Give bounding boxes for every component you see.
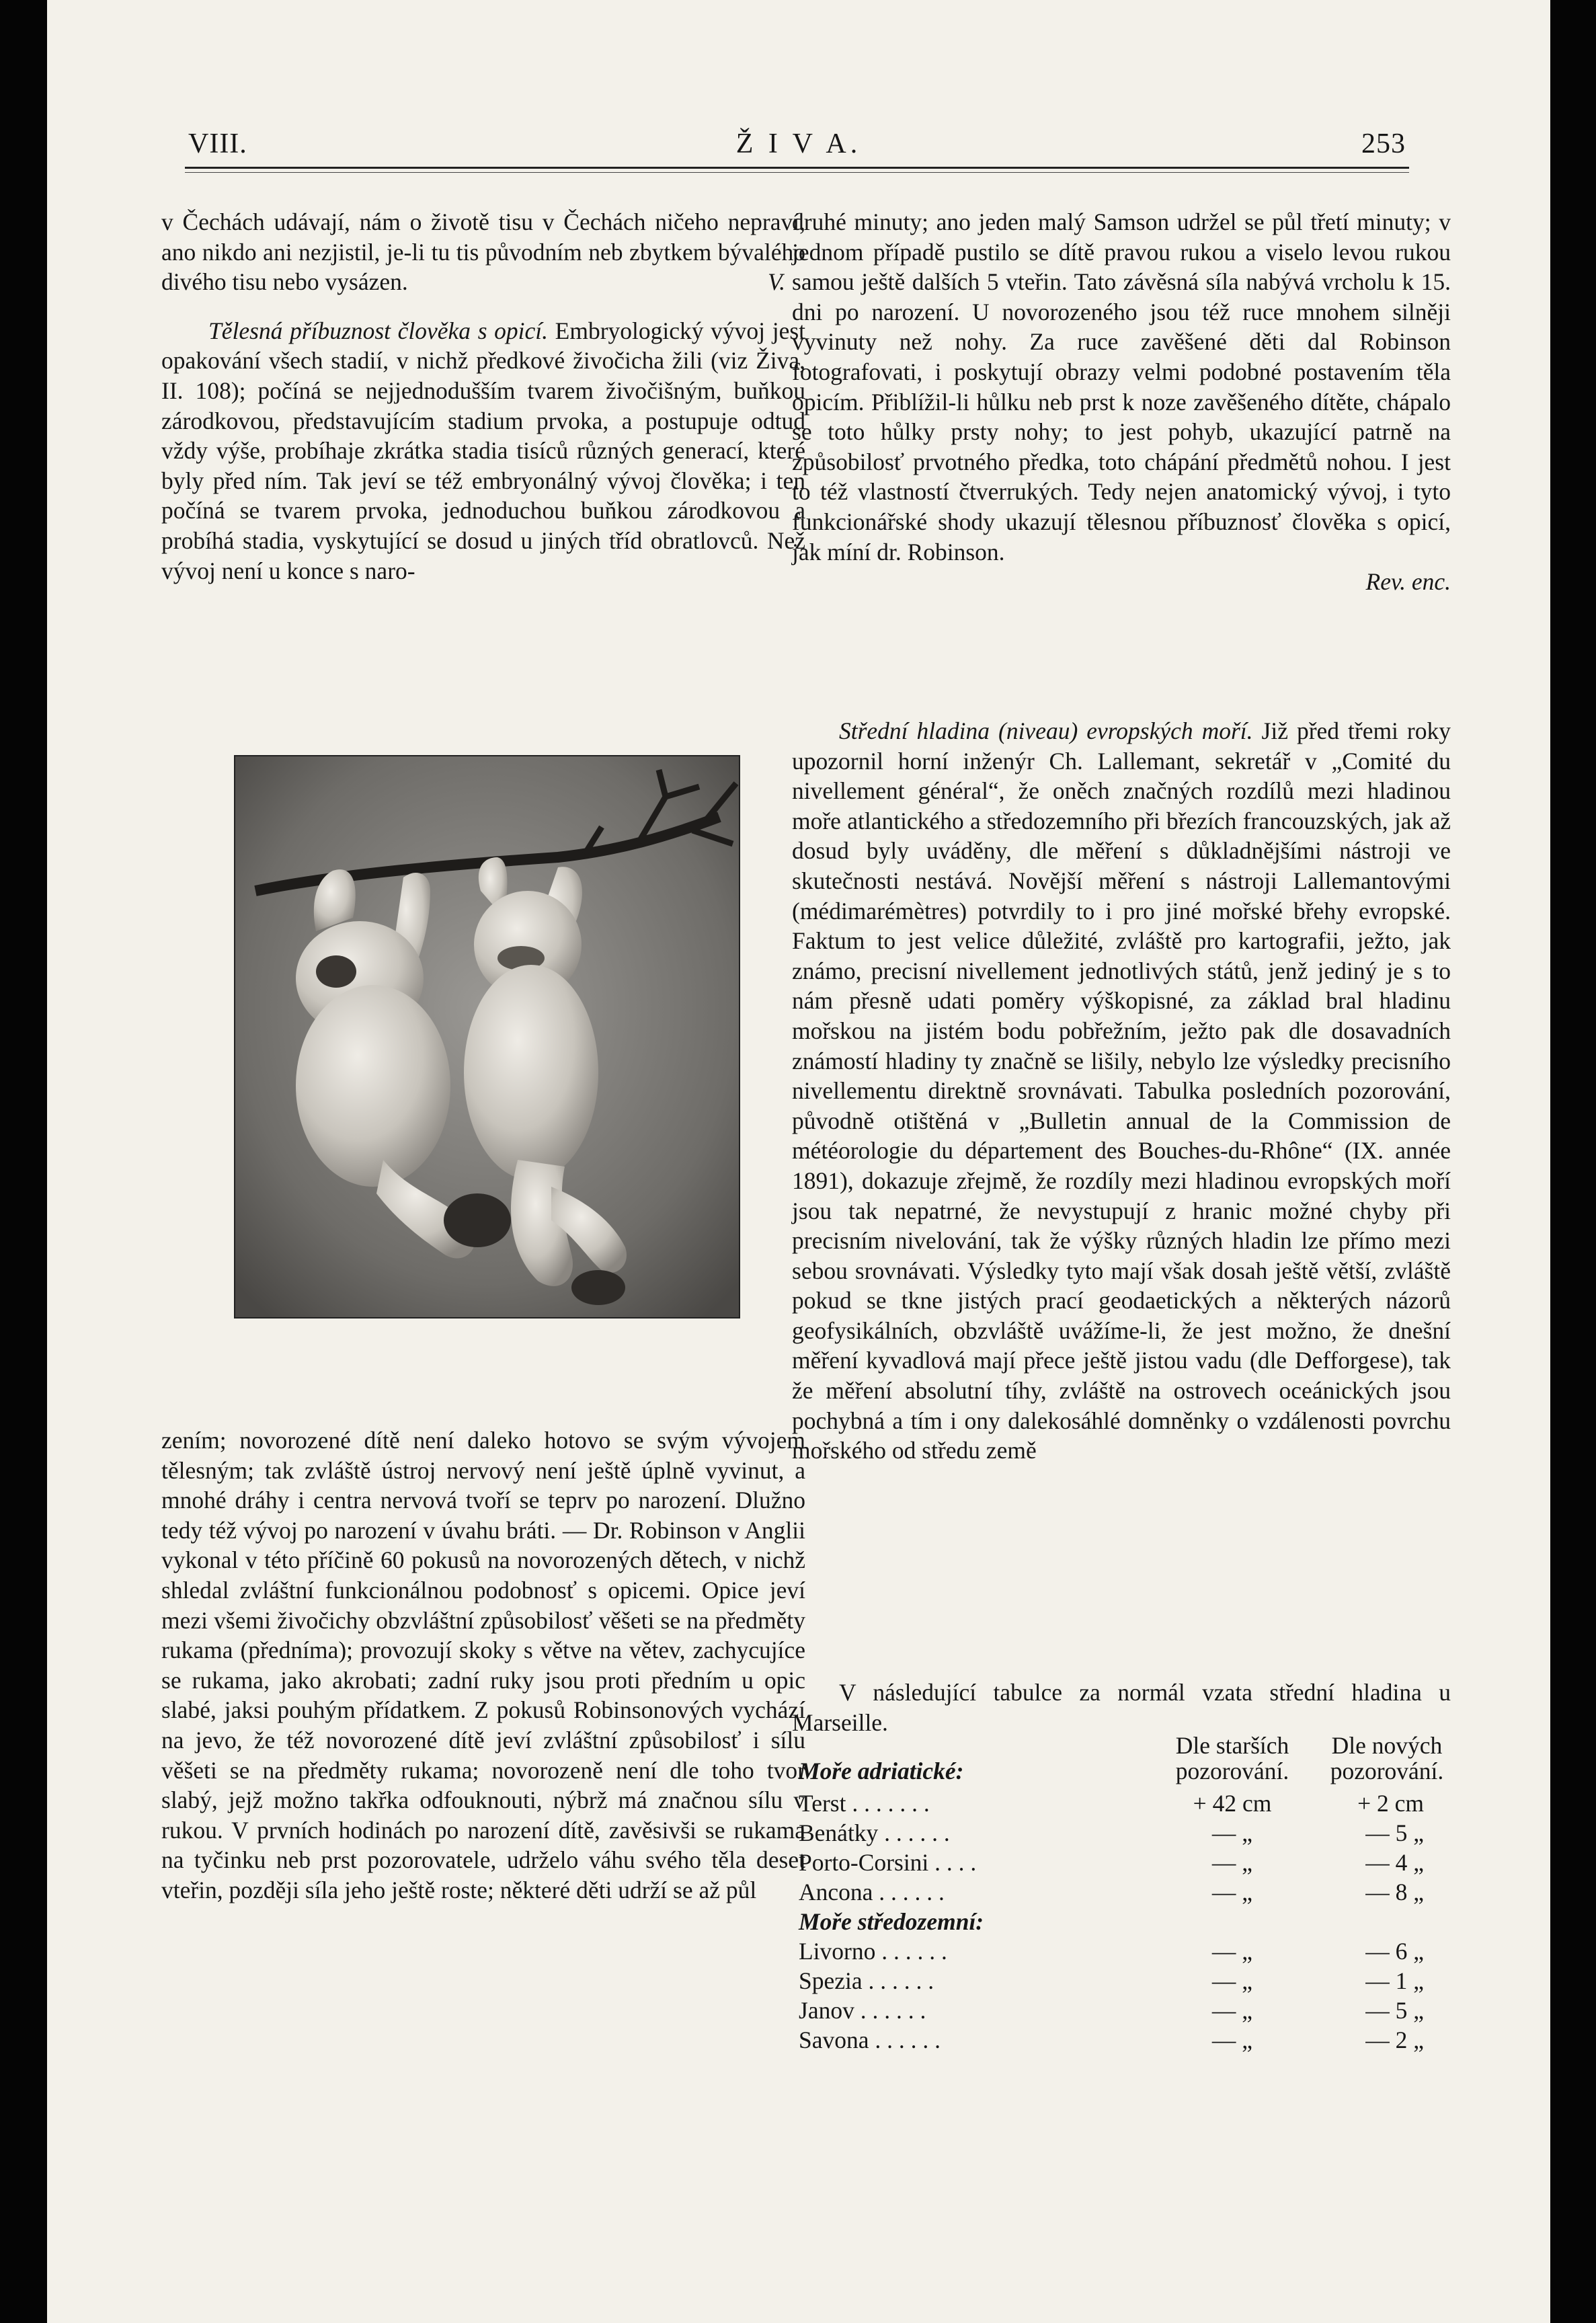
row-name: Savona . . . . . .	[799, 2026, 941, 2053]
row-old-value: — „	[1211, 2026, 1253, 2053]
running-title: Ž I V A.	[735, 128, 862, 159]
page	[47, 0, 1550, 2323]
row-new-value: — 2 „	[1365, 2026, 1424, 2053]
paragraph-tis-signature: V.	[768, 268, 785, 296]
table-row	[799, 2026, 1458, 2055]
row-new-value: — 6 „	[1365, 1938, 1424, 1965]
row-name: Ancona . . . . . .	[799, 1879, 945, 1905]
infants-hanging-photo	[234, 755, 740, 1318]
table-header-old-line2: pozorování.	[1175, 1758, 1289, 1784]
table-section-adriatic	[799, 1757, 1458, 1786]
row-name: Spezia . . . . . .	[799, 1967, 934, 1994]
left-column-bottom	[161, 1425, 805, 1905]
row-new-value: — 5 „	[1365, 1997, 1424, 2024]
page-number: 253	[1361, 128, 1406, 159]
row-old-value: + 42 cm	[1193, 1790, 1272, 1817]
right-column-top	[792, 207, 1451, 597]
paragraph-kinship	[161, 316, 805, 586]
row-old-value: — „	[1211, 1879, 1253, 1905]
row-name: Benátky . . . . . .	[799, 1819, 950, 1846]
table-row	[799, 1967, 1458, 1996]
paragraph-sea-level-text: Již před třemi roky upozornil horní inženýr Ch. Lallemant, sekretář v „Comité du nivellement général“, že oněch značných rozdílů mezi hladinou moře atlantického a středozemního při březích francouzských, jak až dosud byly uváděny, dle měření s důkladnějšími nástroji ve skutečnosti nestává. Novější měření s nástroji Lallemantovými (médimarémètres) potvrdily to i pro jiné mořské břehy evropské. Faktum to jest velice důležité, zvláště pro kartografii, ježto, jak známo, precisní nivellement jednotlivých států, jenž jediný je s to nám přesně udati poměry výškopisné, za základ bral hladinu mořskou na jistém bodu pobřežním, ježto pak dle dosavadních známostí hladiny ty značně se lišily, nebylo lze výsledky precisního nivellementu direktně srovnávati. Tabulka posledních pozorování, původně otištěná v „Bulletin annual de la Commission de météorologie du département des Bouches-du-Rhône“ (IX. année 1891), dokazuje zřejmě, že rozdíly mezi hladinou evropských moří jsou tak nepatrné, že nevystupují z hranic možné chyby při precisním nivelování, tak že výšky různých hladin lze přímo mezi sebou srovnávati. Výsledky tyto mají však dosah ještě větší, zvláště pokud se tkne jistých prací geodaetických a některých názorů geofysikálních, obzvláště uvážíme-li, že jest možno, že dnešní měření kyvadlová mají přece ještě jistou vadu (dle Defforgese), tak že měření absolutní tíhy, zvláště na ostrovech oceánických jsou pochybná a tím i ony dalekosáhlé domněnky o vzdálenosti povrchu mořského od středu země	[792, 717, 1451, 1464]
row-name: Janov . . . . . .	[799, 1997, 926, 2024]
row-name: Terst . . . . . . .	[799, 1790, 930, 1817]
paragraph-tis-text: v Čechách udávají, nám o životě tisu v Čechách ničeho nepraví, ano nikdo ani nezjistil, je-li tu tis původním neb zbytkem bývalého divého tisu nebo vysázen.	[161, 208, 805, 296]
header-rule-thin	[185, 172, 1409, 173]
paragraph-robinson-cont: druhé minuty; ano jeden malý Samson udržel se půl třetí minuty; v jednom případě pustilo se dítě pravou rukou a viselo levou rukou samou ještě dalších 5 vteřin. Tato závěsná síla nabývá vrcholu k 15. dni po narození. U novorozeného jsou též ruce mnohem silněji vyvinuty než nohy. Za ruce zavěšené děti dal Robinson fotografovati, i poskytují obrazy velmi podobné postavením těla opicím. Přiblížil-li hůlku neb prst k noze zavěšeného dítěte, chápalo se toto hůlky prsty nohy; to jest pohyb, ukazující patrně na způsobilosť prvotného předka, toto chápání předmětů nohou. I jest to též vlastností čtverrukých. Tedy nejen anatomický vývoj, i tyto funkcionářské shody ukazují tělesnou příbuznosť člověka s opicí, jak míní dr. Robinson.	[792, 208, 1451, 565]
row-new-value: + 2 cm	[1357, 1790, 1424, 1817]
row-name: Livorno . . . . . .	[799, 1938, 947, 1965]
table-row	[799, 1789, 1458, 1819]
section-title: Moře středozemní:	[799, 1908, 984, 1935]
table-row	[799, 1819, 1458, 1848]
table-row	[799, 1848, 1458, 1878]
signature-rev-enc: Rev. enc.	[1365, 568, 1451, 596]
table-header-old-line1: Dle starších	[1175, 1732, 1289, 1759]
table-row	[799, 1878, 1458, 1907]
photo-illustration	[235, 756, 739, 1317]
paragraph-tis	[161, 207, 805, 297]
table-row	[799, 1937, 1458, 1967]
row-name: Porto-Corsini . . . .	[799, 1849, 977, 1876]
table-section-mediterranean	[799, 1907, 1458, 1937]
row-old-value: — „	[1211, 1849, 1253, 1876]
paragraph-table-intro: V následující tabulce za normál vzata střední hladina u Marseille.	[792, 1679, 1451, 1736]
left-column-top	[161, 207, 805, 586]
row-old-value: — „	[1211, 1938, 1253, 1965]
row-old-value: — „	[1211, 1819, 1253, 1846]
section-title: Moře adriatické:	[799, 1758, 964, 1784]
table-header-new-line1: Dle nových	[1331, 1732, 1443, 1759]
volume-number: VIII.	[188, 128, 247, 159]
row-new-value: — 8 „	[1365, 1879, 1424, 1905]
table-header-new-line2: pozorování.	[1330, 1758, 1444, 1784]
row-old-value: — „	[1211, 1997, 1253, 2024]
table-row	[799, 1996, 1458, 2026]
article-title-sea-level: Střední hladina (niveau) evropských moří.	[839, 717, 1253, 744]
paragraph-robinson: zením; novorozené dítě není daleko hotovo se svým vývojem tělesným; tak zvláště ústroj nervový není ještě úplně vyvinut, a mnohé dráhy i centra nervová tvoří se teprv po narození. Dlužno tedy též vývoj po narození v úvahu bráti. — Dr. Robinson v Anglii vykonal v této příčině 60 pokusů na novorozených dětech, v nichž shledal zvláštní funkcionálnou podobnosť s opicemi. Opice jeví mezi všemi živočichy obzvláštní způsobilosť věšeti se na předměty rukama (předníma); provozují skoky s větve na větev, zachycujíce se rukama, jako akrobati; zadní ruky jsou proti předním u opic slabé, jaksi pouhým přídatkem. Z pokusů Robinsonových vychází na jevo, že též novorozené dítě jeví zvláštní způsobilosť i sílu věšeti se na předměty rukama; novorozeně není dle toho tvor slabý, jejž možno takřka odfouknouti, nýbrž má značnou sílu v rukou. V prvních hodinách po narození dítě, zavěsivši se rukama na tyčinku neb prst pozorovatele, udrželo váhu svého těla deset vteřin, později síla jeho ještě roste; některé děti udrží se až půl	[161, 1427, 805, 1903]
header-rule	[185, 167, 1409, 169]
right-column-table-intro	[792, 1678, 1451, 1737]
row-new-value: — 4 „	[1365, 1849, 1424, 1876]
article-title-kinship: Tělesná příbuznost člověka s opicí.	[208, 317, 549, 344]
row-new-value: — 5 „	[1365, 1819, 1424, 1846]
right-column-sea-level	[792, 716, 1451, 1466]
row-new-value: — 1 „	[1365, 1967, 1424, 1994]
paragraph-sea-level	[792, 716, 1451, 1466]
paragraph-kinship-text: Embryologický vývoj jest opakování všech stadií, v nichž předkové živočicha žili (viz Živa, II. 108); počíná se nejjednodušším tvarem živočišným, buňkou zárodkovou, představujícím stadium prvoka, a postupuje odtud vždy výše, probíhaje zkrátka stadia tisíců různých generací, které byly před ním. Tak jeví se též embryonálný vývoj člověka; i ten počíná se tvarem prvoka, jednoduchou buňkou zárodkovou a probíhá stadia, vyskytující se dosud u jiných tříd obratlovců. Než vývoj není u konce s naro-	[161, 317, 805, 584]
row-old-value: — „	[1211, 1967, 1253, 1994]
